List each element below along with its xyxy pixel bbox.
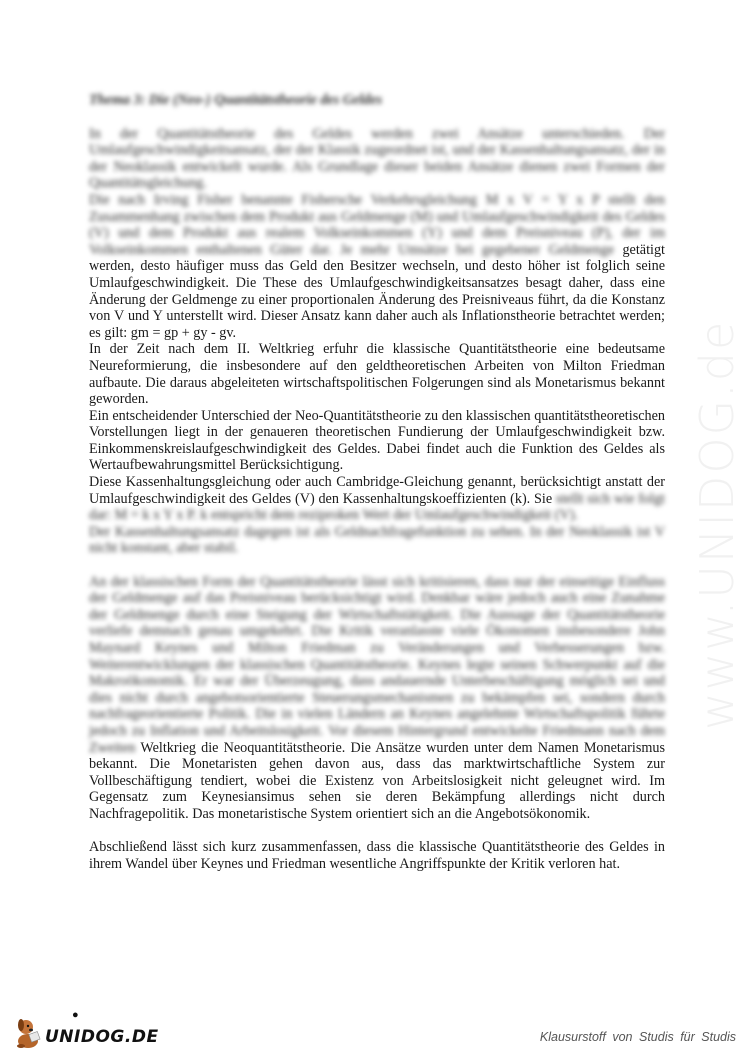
paragraph-fisher [89,192,665,341]
paragraph-cambridge-visible: Diese Kassenhaltungsgleichung oder auch Cambridge-Gleichung genannt, berücksichtigt anstatt der Umlaufgeschwindigkeit des Geldes (V) den Kassenhaltungskoeffizienten (k). Sie [89,474,665,507]
paragraph-fisher-visible: getätigt werden, desto häufiger muss das Geld den Besitzer wechseln, und desto höher ist folglich seine Umlaufgeschwindigkeit. Die These des Umlaufgeschwindigkeitsansatzes besagt daher, dass eine Änderung der Geldmenge zu einer proportionalen Änderung des Preisniveaus führt, da die Konstanz von V und Y unterstellt wird. Dieser Ansatz kann daher auch als Inflationstheorie betrachtet werden; es gilt: gm = gp + gy - gv. [89,241,665,341]
footer-tagline: Klausurstoff von Studis für Studis [539,1030,736,1044]
paragraph-kasse-blurred: Der Kassenhaltungsansatz dagegen ist als Geldnachfragefunktion zu sehen. In der Neoklassik ist V nicht konstant, aber stabil. [89,523,665,557]
spacer [89,557,665,574]
paragraph-cambridge-blurred: stellt sich wie folgt dar: M = k x Y x P. k entspricht dem reziproken Wert der Umlaufgeschwindigkeit (V). [89,490,665,524]
paw-icon: ● [72,1009,79,1021]
paragraph-cambridge [89,474,665,524]
paragraph-conclusion: Abschließend lässt sich kurz zusammenfassen, dass die klassische Quantitätstheorie des Geldes in ihrem Wandel über Keynes und Friedman wesentliche Angriffspunkte der Kritik verloren hat. [89,839,665,872]
logo-text: UNIDOG.DE [45,1027,159,1047]
document-body [89,92,665,872]
paragraph-neo-difference: Ein entscheidender Unterschied der Neo-Quantitätstheorie zu den klassischen quantitätstheoretischen Vorstellungen liegt in der genaueren theoretischen Fundierung der Umlaufgeschwindigkeit bzw. Einkommenskreislaufgeschwindigkeit des Geldes. Dabei findet auch die Funktion des Geldes als Wertaufbewahrungsmittel Berücksichtigung. [89,407,665,474]
dog-mascot-icon [15,1015,41,1049]
spacer [89,823,665,840]
unidog-logo[interactable] [15,1009,159,1049]
paragraph-critique [89,574,665,823]
paragraph-critique-blurred: An der klassischen Form der Quantitätstheorie lässt sich kritisieren, dass nur der einseitige Einfluss der Geldmenge auf das Preisniveau berücksichtigt wird. Denkbar wäre jedoch auch eine Zunahme der Geldmenge durch eine Steigung der Wirtschaftstätigkeit. Die Aussage der Quantitätstheorie verliefe demnach genau umgekehrt. Die Kritik veranlasste viele Ökonomen insbesondere John Maynard Keynes und Milton Friedman zu Veränderungen und Verbesserungen bzw. Weiterentwicklungen der klassischen Quantitätstheorie. Keynes legte seinen Schwerpunkt auf die Makroökonomik. Er war der Überzeugung, dass andauernde Unterbeschäftigung möglich sei und dies nicht durch angebotsorientierte Steuerungsmechanismen zu bekämpfen sei, sondern durch nachfrageorientierte Politik. Die in vielen Ländern an Keynes angelehnte Wirtschaftspolitik führte jedoch zu Inflation und Arbeitslosigkeit. Vor diesem Hintergrund entwickelte Friedmann nach dem Zweiten [89,573,665,756]
paragraph-postwar: In der Zeit nach dem II. Weltkrieg erfuhr die klassische Quantitätstheorie eine bedeutsame Neureformierung, die insbesondere auf den geldtheoretischen Arbeiten von Milton Friedman aufbaute. Die daraus abgeleiteten wirtschaftspolitischen Folgerungen sind als Monetarismus bekannt geworden. [89,341,665,408]
paragraph-intro-blurred: In der Quantitätstheorie des Geldes werden zwei Ansätze unterschieden. Der Umlaufgeschwindigkeitsansatz, der der Klassik zugeordnet ist, und der Kassenhaltungsansatz, der in der Neoklassik entwickelt wurde. Als Grundlage dieser beiden Ansätze dienen zwei Formen der Quantitätsgleichung. [89,125,665,192]
paragraph-fisher-blurred: Die nach Irving Fisher benannte Fishersche Verkehrsgleichung M x V = Y x P stellt den Zusammenhang zwischen dem Produkt aus Geldmenge (M) und Umlaufgeschwindigkeit des Geldes (V) und dem Produkt aus realem Volkseinkommen (Y) und dem Preisniveau (P), der im Volkseinkommen enthaltenen Güter dar. Je mehr Umsätze bei gegebener Geldmenge [89,191,665,258]
watermark-text: www.UNIDOG.de [690,319,744,730]
paragraph-critique-visible: Weltkrieg die Neoquantitätstheorie. Die Ansätze wurden unter dem Namen Monetarismus bekannt. Die Monetaristen gehen davon aus, dass das marktwirtschaftliche System zur Vollbeschäftigung tendiert, wobei die Existenz von Arbeitslosigkeit nicht geleugnet wird. Im Gegensatz zum Keynesiansimus sehen sie deren Bekämpfung allerdings nicht durch Nachfragepolitik. Das monetaristische System orientiert sich an die Angebotsökonomik. [89,739,665,822]
document-title: Thema 3: Die (Neo-) Quantitätstheorie des Geldes [89,92,383,108]
